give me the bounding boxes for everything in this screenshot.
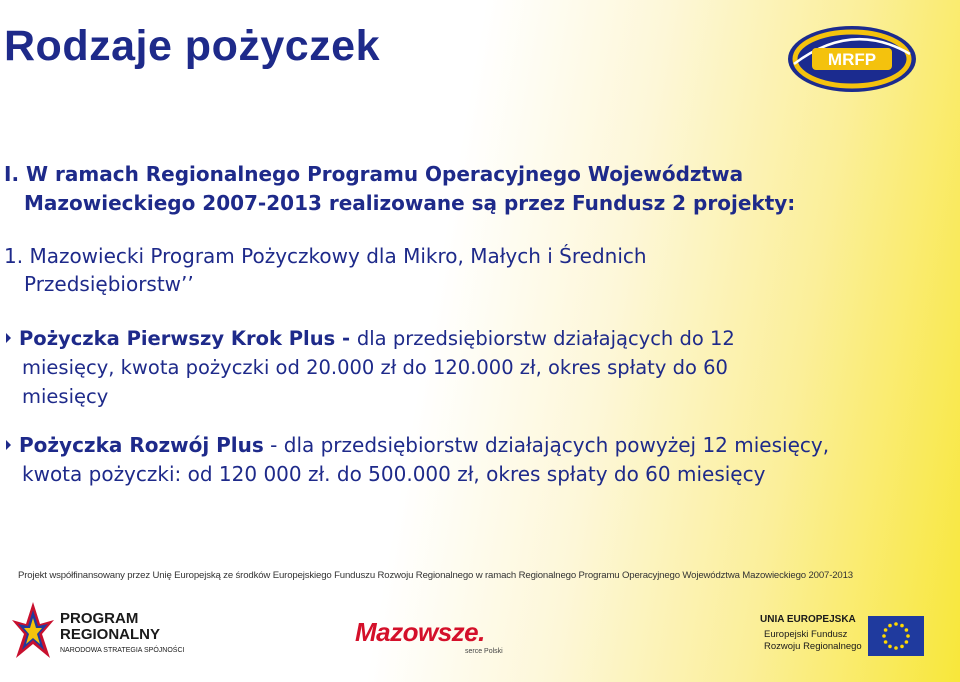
mazowsze-logo [355,615,525,665]
loan-name: Pożyczka Pierwszy Krok Plus - [19,327,357,350]
mazowsze-subtitle: serce Polski [465,648,503,655]
intro-line-1: I. W ramach Regionalnego Programu Operacyjnego Województwa [4,162,744,186]
bullet-arrow-icon [6,440,11,450]
cofinancing-note: Projekt współfinansowany przez Unię Europejską ze środków Europejskiego Funduszu Rozwoju Regionalnego w ramach Regionalnego Programu Operacyjnego Województwa Mazowieckiego 2007-2013 [18,570,853,581]
program-line-1: 1. Mazowiecki Program Pożyczkowy dla Mikro, Małych i Średnich [4,244,647,268]
mrfp-logo [786,24,918,94]
program-regionalny-emblem-icon [10,600,56,662]
program-regionalny-subtitle: NARODOWA STRATEGIA SPÓJNOŚCI [60,647,185,654]
eu-flag-icon [868,616,924,656]
program-regionalny-title: PROGRAM REGIONALNY [60,610,161,643]
mrfp-logo-text: MRFP [827,50,877,69]
loan-description-cont: kwota pożyczki: od 120 000 zł. do 500.000 zł, okres spłaty do 60 miesięcy [22,462,766,486]
eu-title: UNIA EUROPEJSKA [760,614,856,625]
loan-description: - dla przedsiębiorstw działających powyżej 12 miesięcy, [263,433,830,457]
intro-line-2: Mazowieckiego 2007-2013 realizowane są przez Fundusz 2 projekty: [24,191,796,215]
program-regionalny-logo [10,598,200,664]
eu-subtitle: Europejski Fundusz Rozwoju Regionalnego [764,629,862,652]
loan-description-cont: miesięcy, kwota pożyczki od 20.000 zł do 120.000 zł, okres spłaty do 60 [22,356,728,379]
loan-item [6,431,946,489]
loan-item [6,324,946,411]
intro-paragraph [4,160,934,218]
loan-description-cont-2: miesięcy [22,385,109,408]
eu-logo [760,608,930,664]
program-line-2: Przedsiębiorstw’’ [24,272,194,296]
bullet-arrow-icon [6,333,11,343]
loan-description: dla przedsiębiorstw działających do 12 [356,327,735,350]
program-heading [4,242,934,298]
loan-name: Pożyczka Rozwój Plus [19,433,264,457]
page-title: Rodzaje pożyczek [4,22,380,70]
mazowsze-name: Mazowsze. [355,617,485,647]
